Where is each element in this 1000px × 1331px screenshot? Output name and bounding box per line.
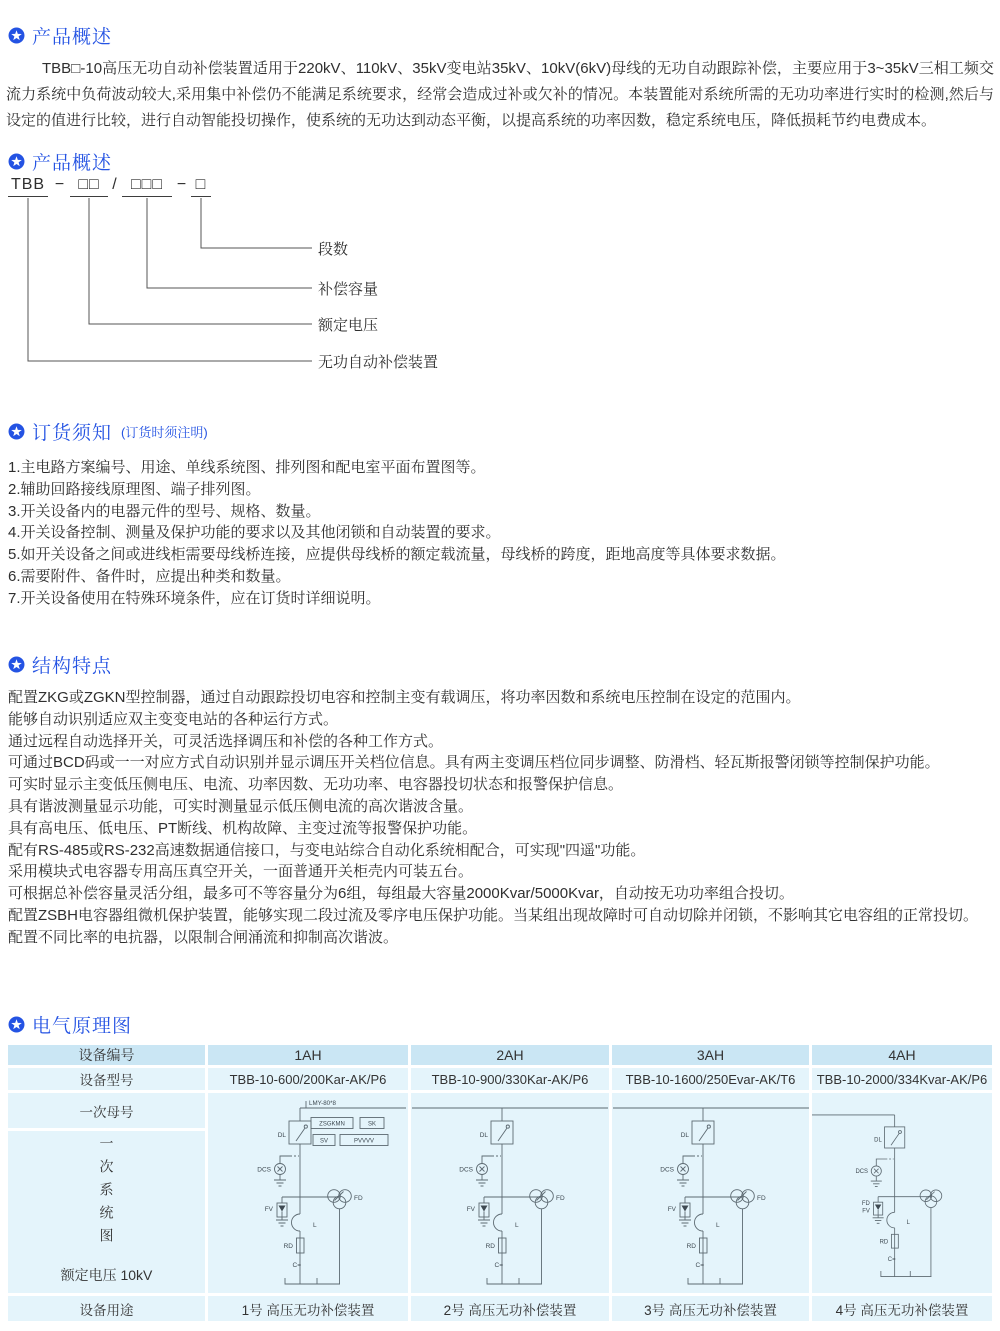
- ground-symbol: [871, 1176, 882, 1187]
- section-title: 订货须知: [32, 423, 113, 444]
- arrester-label: FV: [264, 1206, 273, 1213]
- list-item: 3.开关设备内的电器元件的型号、规格、数量。: [8, 502, 321, 520]
- usage-cell: 1号 高压无功补偿装置: [208, 1296, 408, 1321]
- reactor-label: L: [515, 1222, 519, 1229]
- reactor-symbol: [887, 1212, 895, 1228]
- earthing-switch-label: DCS: [855, 1169, 869, 1176]
- ct-label: FD: [556, 1195, 565, 1202]
- model-cell: TBB-10-600/200Kar-AK/P6: [208, 1068, 408, 1090]
- reactor-label: L: [906, 1220, 910, 1227]
- section-subtitle: (订货时须注明): [121, 425, 208, 440]
- ct-label: FD: [354, 1195, 363, 1202]
- schematic-feeder-1ah: [208, 1093, 408, 1293]
- model-designation-diagram: [0, 176, 600, 386]
- row-label-model: 设备型号: [8, 1068, 205, 1090]
- breaker-symbol: [289, 1121, 311, 1144]
- section-title: 产品概述: [32, 153, 113, 174]
- earthing-switch-label: DCS: [257, 1166, 271, 1174]
- list-item: 具有高电压、低电压、PT断线、机构故障、主变过流等报警保护功能。: [8, 819, 478, 837]
- controller-label: PVVVV: [353, 1138, 375, 1145]
- model-cell: TBB-10-900/330Kar-AK/P6: [411, 1068, 609, 1090]
- capacitor-label: C=: [887, 1256, 896, 1263]
- model-label-sections: 段数: [318, 241, 349, 258]
- usage-cell: 3号 高压无功补偿装置: [612, 1296, 809, 1321]
- star-badge-icon: [8, 27, 25, 44]
- ground-symbol: [476, 1175, 488, 1187]
- ct-label: FD: [861, 1200, 870, 1207]
- model-dash: −: [54, 176, 66, 193]
- list-item: 可实时显示主变低压侧电压、电流、功率因数、无功功率、电容器投切状态和报警保护信息。: [8, 776, 624, 794]
- arrester-label: FV: [667, 1206, 676, 1213]
- list-item: 5.如开关设备之间或进线柜需要母线桥连接，应提供母线桥的额定载流量，母线桥的跨度，距地高度等具体要求数据。: [8, 546, 786, 564]
- capacitor-bank-bus: [688, 1278, 743, 1284]
- schematic-feeder-4ah: [812, 1093, 992, 1293]
- section-heading-schematic: [8, 1011, 132, 1038]
- model-label-voltage: 额定电压: [318, 317, 379, 334]
- feeder-schematic-svg: [210, 1093, 406, 1293]
- row-label-primary-bus: 一次母号: [8, 1093, 205, 1128]
- model-connector-lines: [0, 198, 340, 378]
- schematic-feeder-3ah: [612, 1093, 809, 1293]
- list-item: 6.需要附件、备件时，应提出种类和数量。: [8, 567, 291, 585]
- section-title: 电气原理图: [32, 1016, 133, 1037]
- capacitor-bank-bus: [285, 1278, 340, 1284]
- usage-cell: 4号 高压无功补偿装置: [812, 1296, 992, 1321]
- model-capacity-boxes: □□□: [122, 176, 172, 197]
- model-slash: /: [112, 176, 118, 193]
- arrester-label: FV: [862, 1208, 870, 1215]
- ground-symbol: [679, 1217, 691, 1226]
- col-header-device-no: 设备编号: [8, 1045, 205, 1065]
- capacitor-bank-bus: [487, 1278, 542, 1284]
- earthing-switch-label: DCS: [659, 1166, 674, 1174]
- list-item: 具有谐波测量显示功能，可实时测量显示低压侧电流的高次谐波含量。: [8, 797, 474, 815]
- fuse-label: RD: [686, 1243, 696, 1250]
- feeder-schematic-svg: [812, 1093, 992, 1293]
- col-header-1ah: 1AH: [208, 1045, 408, 1065]
- list-item: 1.主电路方案编号、用途、单线系统图、排列图和配电室平面布置图等。: [8, 459, 486, 476]
- model-cell: TBB-10-1600/250Evar-AK/T6: [612, 1068, 809, 1090]
- list-item: 7.开关设备使用在特殊环境条件，应在订货时详细说明。: [8, 589, 381, 607]
- section-heading-overview-1: [8, 22, 112, 49]
- fuse-label: RD: [879, 1239, 889, 1246]
- section-heading-overview-2: [8, 148, 112, 175]
- breaker-label: DL: [680, 1132, 689, 1139]
- capacitor-label: C=: [494, 1262, 503, 1269]
- list-item: 可根据总补偿容量灵活分组，最多可不等容量分为6组，每组最大容量2000Kvar/5000Kvar，自动按无功功率组合投切。: [8, 885, 794, 903]
- list-item: 配置ZKG或ZGKN型控制器，通过自动跟踪投切电容和控制主变有载调压，将功率因数和系统电压控制在设定的范围内。: [8, 689, 801, 706]
- list-item: 配置ZSBH电容器组微机保护装置，能够实现二段过流及零序电压保护功能。当某组出现故障时可自动切除并闭锁，不影响其它电容组的正常投切。: [8, 906, 979, 924]
- reactor-symbol: [694, 1214, 703, 1231]
- reactor-label: L: [715, 1222, 720, 1229]
- model-voltage-boxes: □□: [70, 176, 108, 197]
- list-item: 能够自动识别适应双主变变电站的各种运行方式。: [8, 710, 339, 728]
- model-label-device: 无功自动补偿装置: [318, 354, 439, 371]
- feeder-schematic-svg: [613, 1093, 809, 1293]
- earthing-switch-label: DCS: [459, 1166, 473, 1174]
- model-dash: −: [176, 176, 188, 193]
- col-header-2ah: 2AH: [411, 1045, 609, 1065]
- list-item: 2.辅助回路接线原理图、端子排列图。: [8, 480, 261, 498]
- reactor-symbol: [292, 1214, 301, 1231]
- list-item: 通过远程自动选择开关，可灵活选择调压和补偿的各种工作方式。: [8, 732, 444, 750]
- model-cell: TBB-10-2000/334Kvar-AK/P6: [812, 1068, 992, 1090]
- col-header-4ah: 4AH: [812, 1045, 992, 1065]
- breaker-label: DL: [277, 1132, 286, 1139]
- section-title: 产品概述: [32, 27, 113, 48]
- feeder-schematic-svg: [412, 1093, 608, 1293]
- star-badge-icon: [8, 153, 25, 170]
- bus-label: LMY-80*8: [309, 1100, 336, 1107]
- ground-symbol: [478, 1217, 490, 1226]
- controller-label: SK: [367, 1121, 377, 1128]
- reactor-label: L: [313, 1222, 317, 1229]
- model-label-capacity: 补偿容量: [318, 281, 379, 298]
- col-header-3ah: 3AH: [612, 1045, 809, 1065]
- model-prefix: TBB: [8, 176, 48, 197]
- fuse-label: RD: [283, 1243, 293, 1250]
- ground-symbol: [677, 1175, 689, 1187]
- rated-voltage-label: 额定电压 10kV: [60, 1267, 153, 1283]
- overview-paragraph: TBB□-10高压无功自动补偿装置适用于220kV、110kV、35kV变电站35kV、10kV(6kV)母线的无功自动跟踪补偿，主要应用于3~35kV三相工频交流力系统中负荷波动较大,采用集中补偿仍不能满足系统要求，经常会造成过补或欠补的情况。本装置能对系统所需的无功功率进行实时的检测,然后与设定的值进行比较，进行自动智能投切操作，使系统的无功达到动态平衡，以提高系统的功率因数，稳定系统电压，降低损耗节约电费成本。: [6, 60, 994, 129]
- model-section-box: □: [191, 176, 211, 197]
- ordering-list: [8, 457, 993, 610]
- controller-label: SV: [319, 1138, 329, 1145]
- ground-symbol: [274, 1175, 286, 1187]
- section-heading-ordering: [8, 418, 208, 445]
- capacitor-bank-bus: [881, 1271, 932, 1277]
- system-diagram-vertical-label: 一次系统图: [98, 1136, 115, 1251]
- arrester-label: FV: [466, 1206, 475, 1213]
- breaker-symbol: [885, 1127, 905, 1148]
- list-item: 可通过BCD码或一一对应方式自动识别并显示调压开关档位信息。具有两主变调压档位同步调整、防滑档、轻瓦斯报警闭锁等控制保护功能。: [8, 754, 940, 772]
- breaker-label: DL: [874, 1137, 882, 1144]
- ground-symbol: [276, 1217, 288, 1226]
- list-item: 配有RS-485或RS-232高速数据通信接口，与变电站综合自动化系统相配合，可实现"四遥"功能。: [8, 841, 646, 859]
- list-item: 采用模块式电容器专用高压真空开关，一面普通开关柜壳内可装五台。: [8, 863, 474, 881]
- row-label-usage: 设备用途: [8, 1296, 205, 1321]
- reactor-symbol: [494, 1214, 503, 1231]
- capacitor-label: C=: [292, 1262, 301, 1269]
- schematic-table: [8, 1045, 992, 1321]
- breaker-label: DL: [479, 1132, 488, 1139]
- list-item: 4.开关设备控制、测量及保护功能的要求以及其他闭锁和自动装置的要求。: [8, 524, 501, 542]
- controller-label: ZSGKMN: [319, 1121, 345, 1128]
- section-heading-features: [8, 651, 112, 678]
- breaker-symbol: [692, 1121, 714, 1144]
- ground-symbol: [873, 1215, 884, 1223]
- capacitor-label: C=: [695, 1262, 704, 1269]
- ct-label: FD: [756, 1195, 766, 1202]
- section-title: 结构特点: [32, 656, 113, 677]
- features-list: [8, 687, 993, 949]
- star-badge-icon: [8, 1016, 25, 1033]
- star-badge-icon: [8, 423, 25, 440]
- row-label-system-diagram: [8, 1131, 205, 1293]
- breaker-symbol: [491, 1121, 513, 1144]
- list-item: 配置不同比率的电抗器，以限制合闸涌流和抑制高次谐波。: [8, 928, 399, 946]
- usage-cell: 2号 高压无功补偿装置: [411, 1296, 609, 1321]
- schematic-feeder-2ah: [411, 1093, 609, 1293]
- star-badge-icon: [8, 656, 25, 673]
- fuse-label: RD: [485, 1243, 495, 1250]
